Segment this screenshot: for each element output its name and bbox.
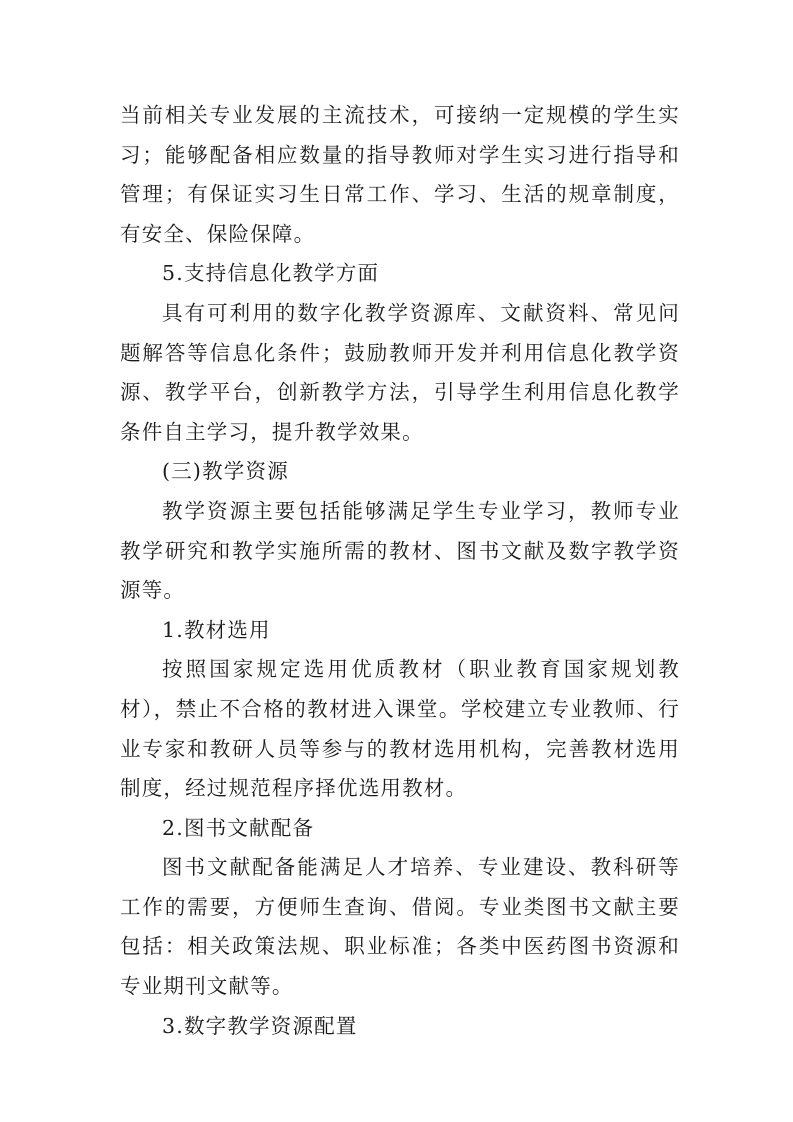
- paragraph-internship-continued: 当前相关专业发展的主流技术，可接纳一定规模的学生实习；能够配备相应数量的指导教师对学生实习进行指导和管理；有保证实习生日常工作、学习、生活的规章制度，有安全、保险保障。: [120, 103, 680, 246]
- paragraph-textbook-selection: 按照国家规定选用优质教材（职业教育国家规划教材），禁止不合格的教材进入课堂。学校建立专业教师、行业专家和教研人员等参与的教材选用机构，完善教材选用制度，经过规范程序择优选用教材。: [120, 657, 680, 801]
- paragraph-teaching-resources: 教学资源主要包括能够满足学生专业学习，教师专业教学研究和教学实施所需的教材、图书文献及数字教学资源等。: [120, 498, 680, 603]
- heading-library-resources: 2.图书文献配备: [162, 815, 315, 840]
- heading-digital-resources: 3.数字教学资源配置: [162, 1013, 358, 1038]
- heading-textbook-selection: 1.教材选用: [162, 617, 271, 642]
- heading-teaching-resources: (三)教学资源: [162, 459, 289, 484]
- paragraph-informatization: 具有可利用的数字化教学资源库、文献资料、常见问题解答等信息化条件；鼓励教师开发并利用信息化教学资源、教学平台，创新教学方法，引导学生利用信息化教学条件自主学习，提升教学效果。: [120, 300, 680, 444]
- paragraph-library-resources: 图书文献配备能满足人才培养、专业建设、教科研等工作的需要，方便师生查询、借阅。专业类图书文献主要包括：相关政策法规、职业标准；各类中医药图书资源和专业期刊文献等。: [120, 855, 680, 999]
- heading-informatization-support: 5.支持信息化教学方面: [162, 261, 380, 286]
- document-body: [120, 96, 680, 1046]
